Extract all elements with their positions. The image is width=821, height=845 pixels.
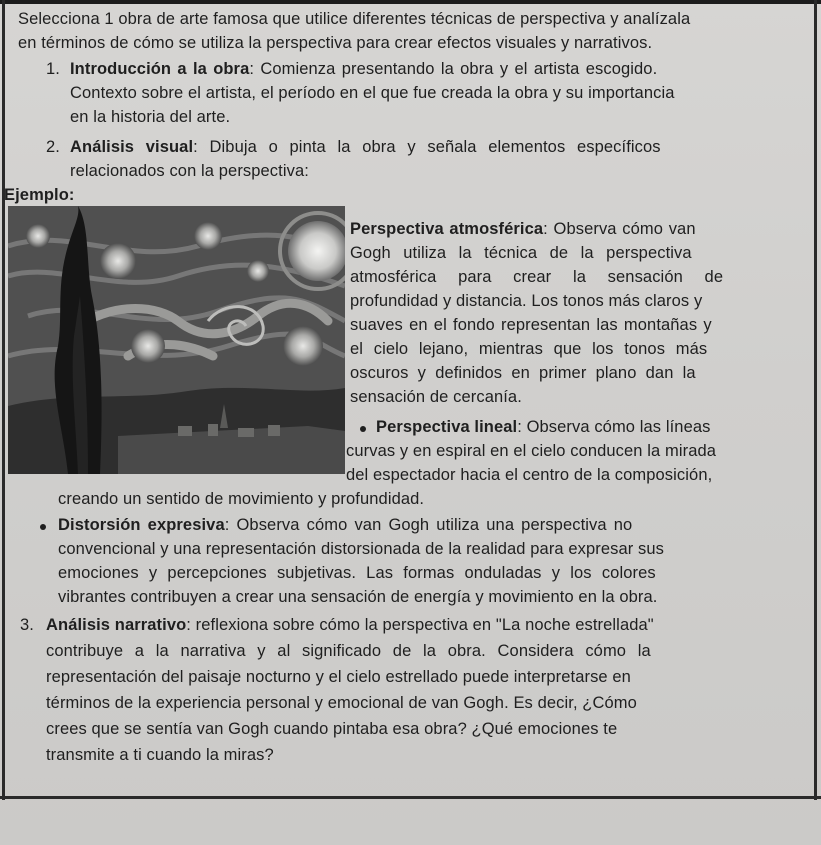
distorsion-line-2: convencional y una representación distorsionada de la realidad para expresar sus <box>58 540 665 558</box>
bullet-lineal <box>360 426 366 432</box>
lineal-line-1-rest: : Observa cómo las líneas <box>517 418 711 436</box>
bullet-distorsion <box>40 524 46 530</box>
atmos-title: Perspectiva atmosférica <box>350 220 544 238</box>
item-1-title: Introducción a la obra <box>70 60 250 78</box>
item-2-line-2: relacionados con la perspectiva: <box>70 162 309 180</box>
atmos-line-1 <box>350 218 806 240</box>
top-border <box>0 0 821 4</box>
item-1-line-2: Contexto sobre el artista, el período en el que fue creada la obra y su importancia <box>70 84 675 102</box>
item-3-line-4: términos de la experiencia personal y emocional de van Gogh. Es decir, ¿Cómo <box>46 694 637 712</box>
intro-line-1: Selecciona 1 obra de arte famosa que utilice diferentes técnicas de perspectiva y analízala <box>18 10 691 28</box>
item-2-title: Análisis visual <box>70 138 194 156</box>
right-border <box>814 0 817 800</box>
atmos-line-8: sensación de cercanía. <box>350 388 522 406</box>
starry-night-image <box>8 206 345 474</box>
distorsion-title: Distorsión expresiva <box>58 516 225 534</box>
item-3-line-2: contribuye a la narrativa y al significado de la obra. Considera cómo la <box>46 642 651 660</box>
atmos-line-4: profundidad y distancia. Los tonos más claros y <box>350 292 703 310</box>
item-1-line-1-rest: : Comienza presentando la obra y el artista escogido. <box>249 60 658 78</box>
atmos-line-3: atmosférica para crear la sensación de <box>350 268 724 286</box>
lineal-line-4: creando un sentido de movimiento y profundidad. <box>58 490 425 508</box>
intro-line-2: en términos de cómo se utiliza la perspectiva para crear efectos visuales y narrativos. <box>18 34 653 52</box>
atmos-line-5: suaves en el fondo representan las montañas y <box>350 316 712 334</box>
item-3-line-1-rest: : reflexiona sobre cómo la perspectiva en "La noche estrellada" <box>186 616 654 634</box>
item-3-line-1 <box>46 614 654 636</box>
bottom-border <box>0 796 821 799</box>
item-3-number: 3. <box>20 616 34 634</box>
item-1-line-1 <box>70 58 802 80</box>
item-3-line-5: crees que se sentía van Gogh cuando pintaba esa obra? ¿Qué emociones te <box>46 720 618 738</box>
distorsion-line-1-rest: : Observa cómo van Gogh utiliza una perspectiva no <box>224 516 633 534</box>
lineal-line-1 <box>376 416 710 438</box>
example-label: Ejemplo: <box>4 186 75 204</box>
item-3-title: Análisis narrativo <box>46 616 187 634</box>
lineal-line-3: del espectador hacia el centro de la composición, <box>346 466 713 484</box>
atmos-line-6: el cielo lejano, mientras que los tonos más <box>350 340 708 358</box>
starry-night-painting <box>8 206 345 474</box>
atmos-line-7: oscuros y definidos en primer plano dan la <box>350 364 696 382</box>
lineal-title: Perspectiva lineal <box>376 418 518 436</box>
left-border <box>2 0 5 800</box>
distorsion-line-1 <box>58 514 632 536</box>
atmos-line-2: Gogh utiliza la técnica de la perspectiva <box>350 244 692 262</box>
item-3-line-3: representación del paisaje nocturno y el cielo estrellado puede interpretarse en <box>46 668 631 686</box>
item-3-line-6: transmite a ti cuando la miras? <box>46 746 274 764</box>
item-2-number: 2. <box>46 138 60 156</box>
distorsion-line-4: vibrantes contribuyen a crear una sensación de energía y movimiento en la obra. <box>58 588 658 606</box>
item-1-line-3: en la historia del arte. <box>70 108 231 126</box>
distorsion-line-3: emociones y percepciones subjetivas. Las formas onduladas y los colores <box>58 564 656 582</box>
item-2-line-1-rest: : Dibuja o pinta la obra y señala elementos específicos <box>193 138 661 156</box>
atmos-line-1-rest: : Observa cómo van <box>543 220 696 238</box>
item-1-number: 1. <box>46 60 60 78</box>
item-2-line-1 <box>70 136 661 158</box>
lineal-line-2: curvas y en espiral en el cielo conducen la mirada <box>346 442 717 460</box>
